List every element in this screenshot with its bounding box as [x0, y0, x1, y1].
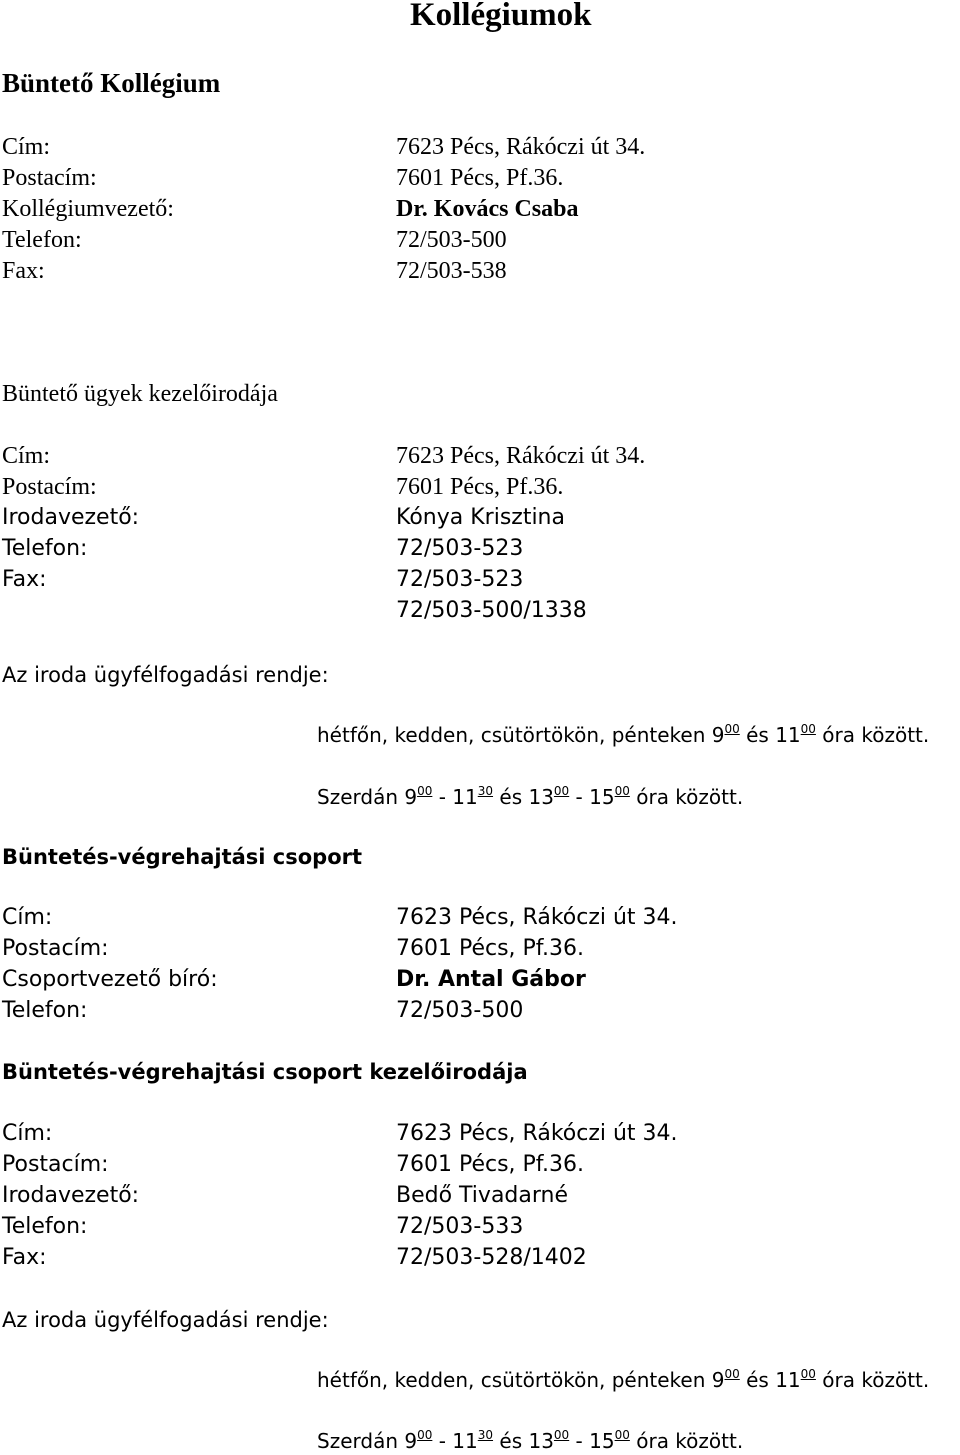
section-heading-bunteto-kollegium: Büntető Kollégium	[2, 68, 221, 98]
address-value: 7623 Pécs, Rákóczi út 34.	[396, 443, 646, 469]
fax-value-secondary: 72/503-500/1338	[396, 598, 587, 623]
section-heading-bv-csoport: Büntetés-végrehajtási csoport	[2, 845, 363, 869]
office-hours-wednesday: Szerdán $9^{00} - 11^{30}$ és $13^{00} - 15^{00}$ óra között.	[317, 1428, 744, 1453]
fax-label: Fax:	[2, 1245, 47, 1270]
phone-label: Telefon:	[2, 227, 82, 253]
address-label: Cím:	[2, 134, 51, 160]
address-value: 7623 Pécs, Rákóczi út 34.	[396, 905, 678, 930]
fax-value: 72/503-538	[396, 258, 507, 284]
postal-address-label: Postacím:	[2, 474, 97, 500]
office-head-label: Irodavezető:	[2, 1183, 140, 1208]
postal-address-label: Postacím:	[2, 936, 109, 961]
section-heading-bunteto-ugyek-kezeloirodaja: Büntető ügyek kezelőirodája	[2, 381, 278, 407]
head-value: Dr. Kovács Csaba	[396, 196, 579, 222]
phone-value: 72/503-500	[396, 998, 524, 1023]
section-heading-bv-csoport-kezeloirodaja: Büntetés-végrehajtási csoport kezelőirodája	[2, 1060, 528, 1084]
phone-value: 72/503-523	[396, 536, 524, 561]
postal-address-value: 7601 Pécs, Pf.36.	[396, 165, 564, 191]
office-head-value: Bedő Tivadarné	[396, 1183, 569, 1208]
phone-value: 72/503-533	[396, 1214, 524, 1239]
address-value: 7623 Pécs, Rákóczi út 34.	[396, 1121, 678, 1146]
address-label: Cím:	[2, 905, 53, 930]
phone-value: 72/503-500	[396, 227, 507, 253]
fax-value: 72/503-523	[396, 567, 524, 592]
phone-label: Telefon:	[2, 998, 88, 1023]
office-head-label: Irodavezető:	[2, 505, 140, 530]
fax-label: Fax:	[2, 567, 47, 592]
phone-label: Telefon:	[2, 1214, 88, 1239]
address-label: Cím:	[2, 443, 51, 469]
office-hours-heading: Az iroda ügyfélfogadási rendje:	[2, 1308, 329, 1332]
postal-address-label: Postacím:	[2, 165, 97, 191]
postal-address-value: 7601 Pécs, Pf.36.	[396, 474, 564, 500]
fax-value: 72/503-528/1402	[396, 1245, 587, 1270]
postal-address-label: Postacím:	[2, 1152, 109, 1177]
office-hours-wednesday: Szerdán $9^{00} - 11^{30}$ és $13^{00} - 15^{00}$ óra között.	[317, 784, 744, 809]
group-head-value: Dr. Antal Gábor	[396, 967, 586, 992]
address-label: Cím:	[2, 1121, 53, 1146]
fax-label: Fax:	[2, 258, 45, 284]
phone-label: Telefon:	[2, 536, 88, 561]
head-label: Kollégiumvezető:	[2, 196, 174, 222]
page-title: Kollégiumok	[410, 0, 592, 33]
office-hours-heading: Az iroda ügyfélfogadási rendje:	[2, 663, 329, 687]
office-hours-weekdays: hétfőn, kedden, csütörtökön, pénteken $9^{00}$ és $11^{00}$ óra között.	[317, 722, 930, 747]
office-head-value: Kónya Krisztina	[396, 505, 565, 530]
group-head-label: Csoportvezető bíró:	[2, 967, 218, 992]
postal-address-value: 7601 Pécs, Pf.36.	[396, 936, 584, 961]
postal-address-value: 7601 Pécs, Pf.36.	[396, 1152, 584, 1177]
office-hours-weekdays: hétfőn, kedden, csütörtökön, pénteken $9^{00}$ és $11^{00}$ óra között.	[317, 1367, 930, 1392]
address-value: 7623 Pécs, Rákóczi út 34.	[396, 134, 646, 160]
